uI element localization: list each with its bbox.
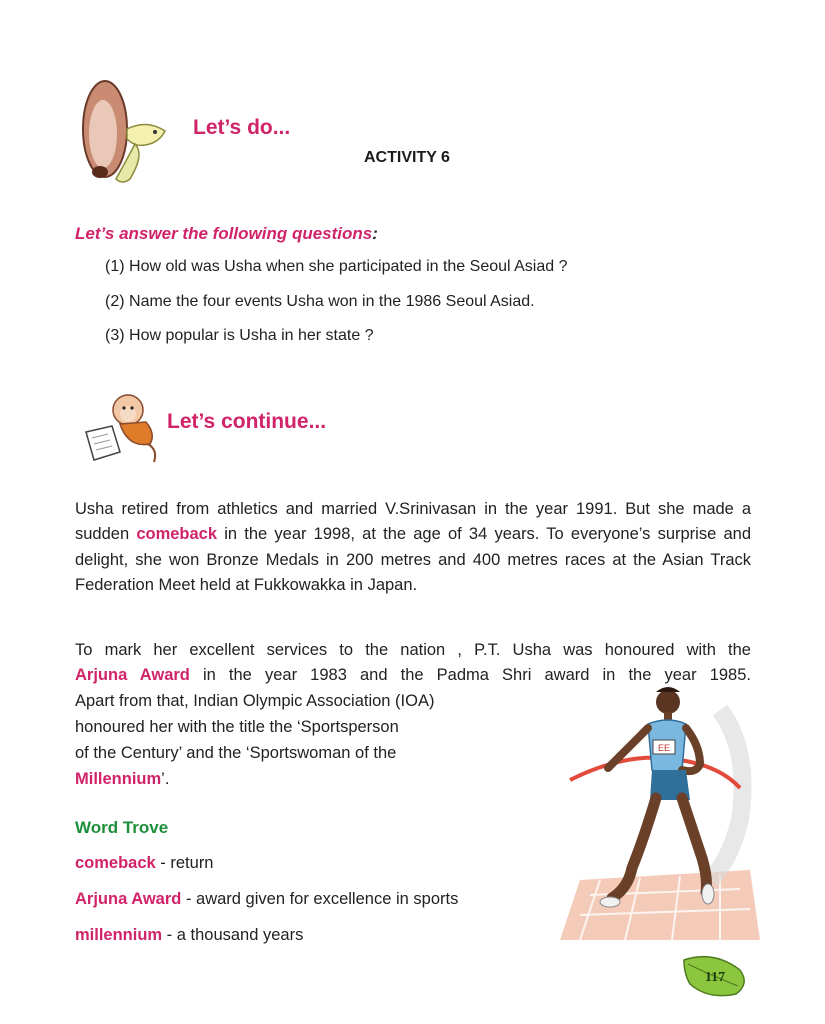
activity-title: ACTIVITY 6 [364,149,450,166]
question-item [105,258,568,276]
paragraph-honours-line3: Apart from that, Indian Olympic Association (IOA) [75,692,435,710]
questions-heading [75,224,378,244]
paragraph-honours-line5: of the Century’ and the ‘Sportswoman of the [75,744,397,762]
highlight-arjuna-award: Arjuna Award [75,666,190,684]
word-trove-title: Word Trove [75,818,169,837]
page-number: 117 [704,970,726,985]
word-trove-definition: - a thousand years [162,926,304,944]
question-text: How old was Usha when she participated in the Seoul Asiad ? [129,258,568,275]
word-trove-term: millennium [75,926,163,944]
paragraph-text: in the year 1998, at the age of 34 years. To everyone’s surprise and delight, she won Bronze Medals in 200 metres and 400 metres races at the Asian Track Federation Meet held at Fukkowakka in Japan. [75,525,751,594]
monkey-reading-icon [80,388,170,466]
question-number: (2) [105,293,125,310]
paragraph-text: Usha retired from athletics and married V.Srinivasan in the year 1991. But she made a sudden [75,500,751,544]
questions-heading-colon: : [372,224,378,243]
lets-continue-heading: Let’s continue... [167,410,327,433]
runner-bib: EE [657,743,671,753]
word-trove-definition: - award given for excellence in sports [181,890,459,908]
questions-heading-text: Let’s answer the following questions [75,224,373,243]
question-text: How popular is Usha in her state ? [129,327,374,344]
paragraph-comeback [75,497,751,598]
paragraph-text: in the year 1983 and the Padma Shri award in the year 1985. [189,666,751,684]
paragraph-honours-line1: To mark her excellent services to the nation , P.T. Usha was honoured with the [75,641,751,659]
question-text: Name the four events Usha won in the 1986 Seoul Asiad. [129,293,535,310]
highlight-comeback: comeback [136,525,218,544]
word-trove-term: Arjuna Award [75,890,182,908]
paragraph-honours-line4: honoured her with the title the ‘Sportsperson [75,718,399,736]
word-trove-term: comeback [75,854,156,872]
page-number-leaf-icon [680,950,750,998]
question-number: (3) [105,327,125,344]
highlight-millennium: Millennium [75,770,162,788]
word-trove-item [75,890,458,909]
question-number: (1) [105,258,125,275]
word-trove-item [75,854,214,873]
word-trove-definition: - return [155,854,214,872]
runner-illustration [560,680,760,950]
question-item [105,327,374,345]
paragraph-honours-line6 [75,770,169,789]
question-item [105,293,535,311]
word-trove-item [75,926,303,945]
paragraph-text: ’. [161,770,170,788]
lets-do-heading: Let’s do... [193,116,291,139]
coconut-bird-icon [75,74,195,194]
